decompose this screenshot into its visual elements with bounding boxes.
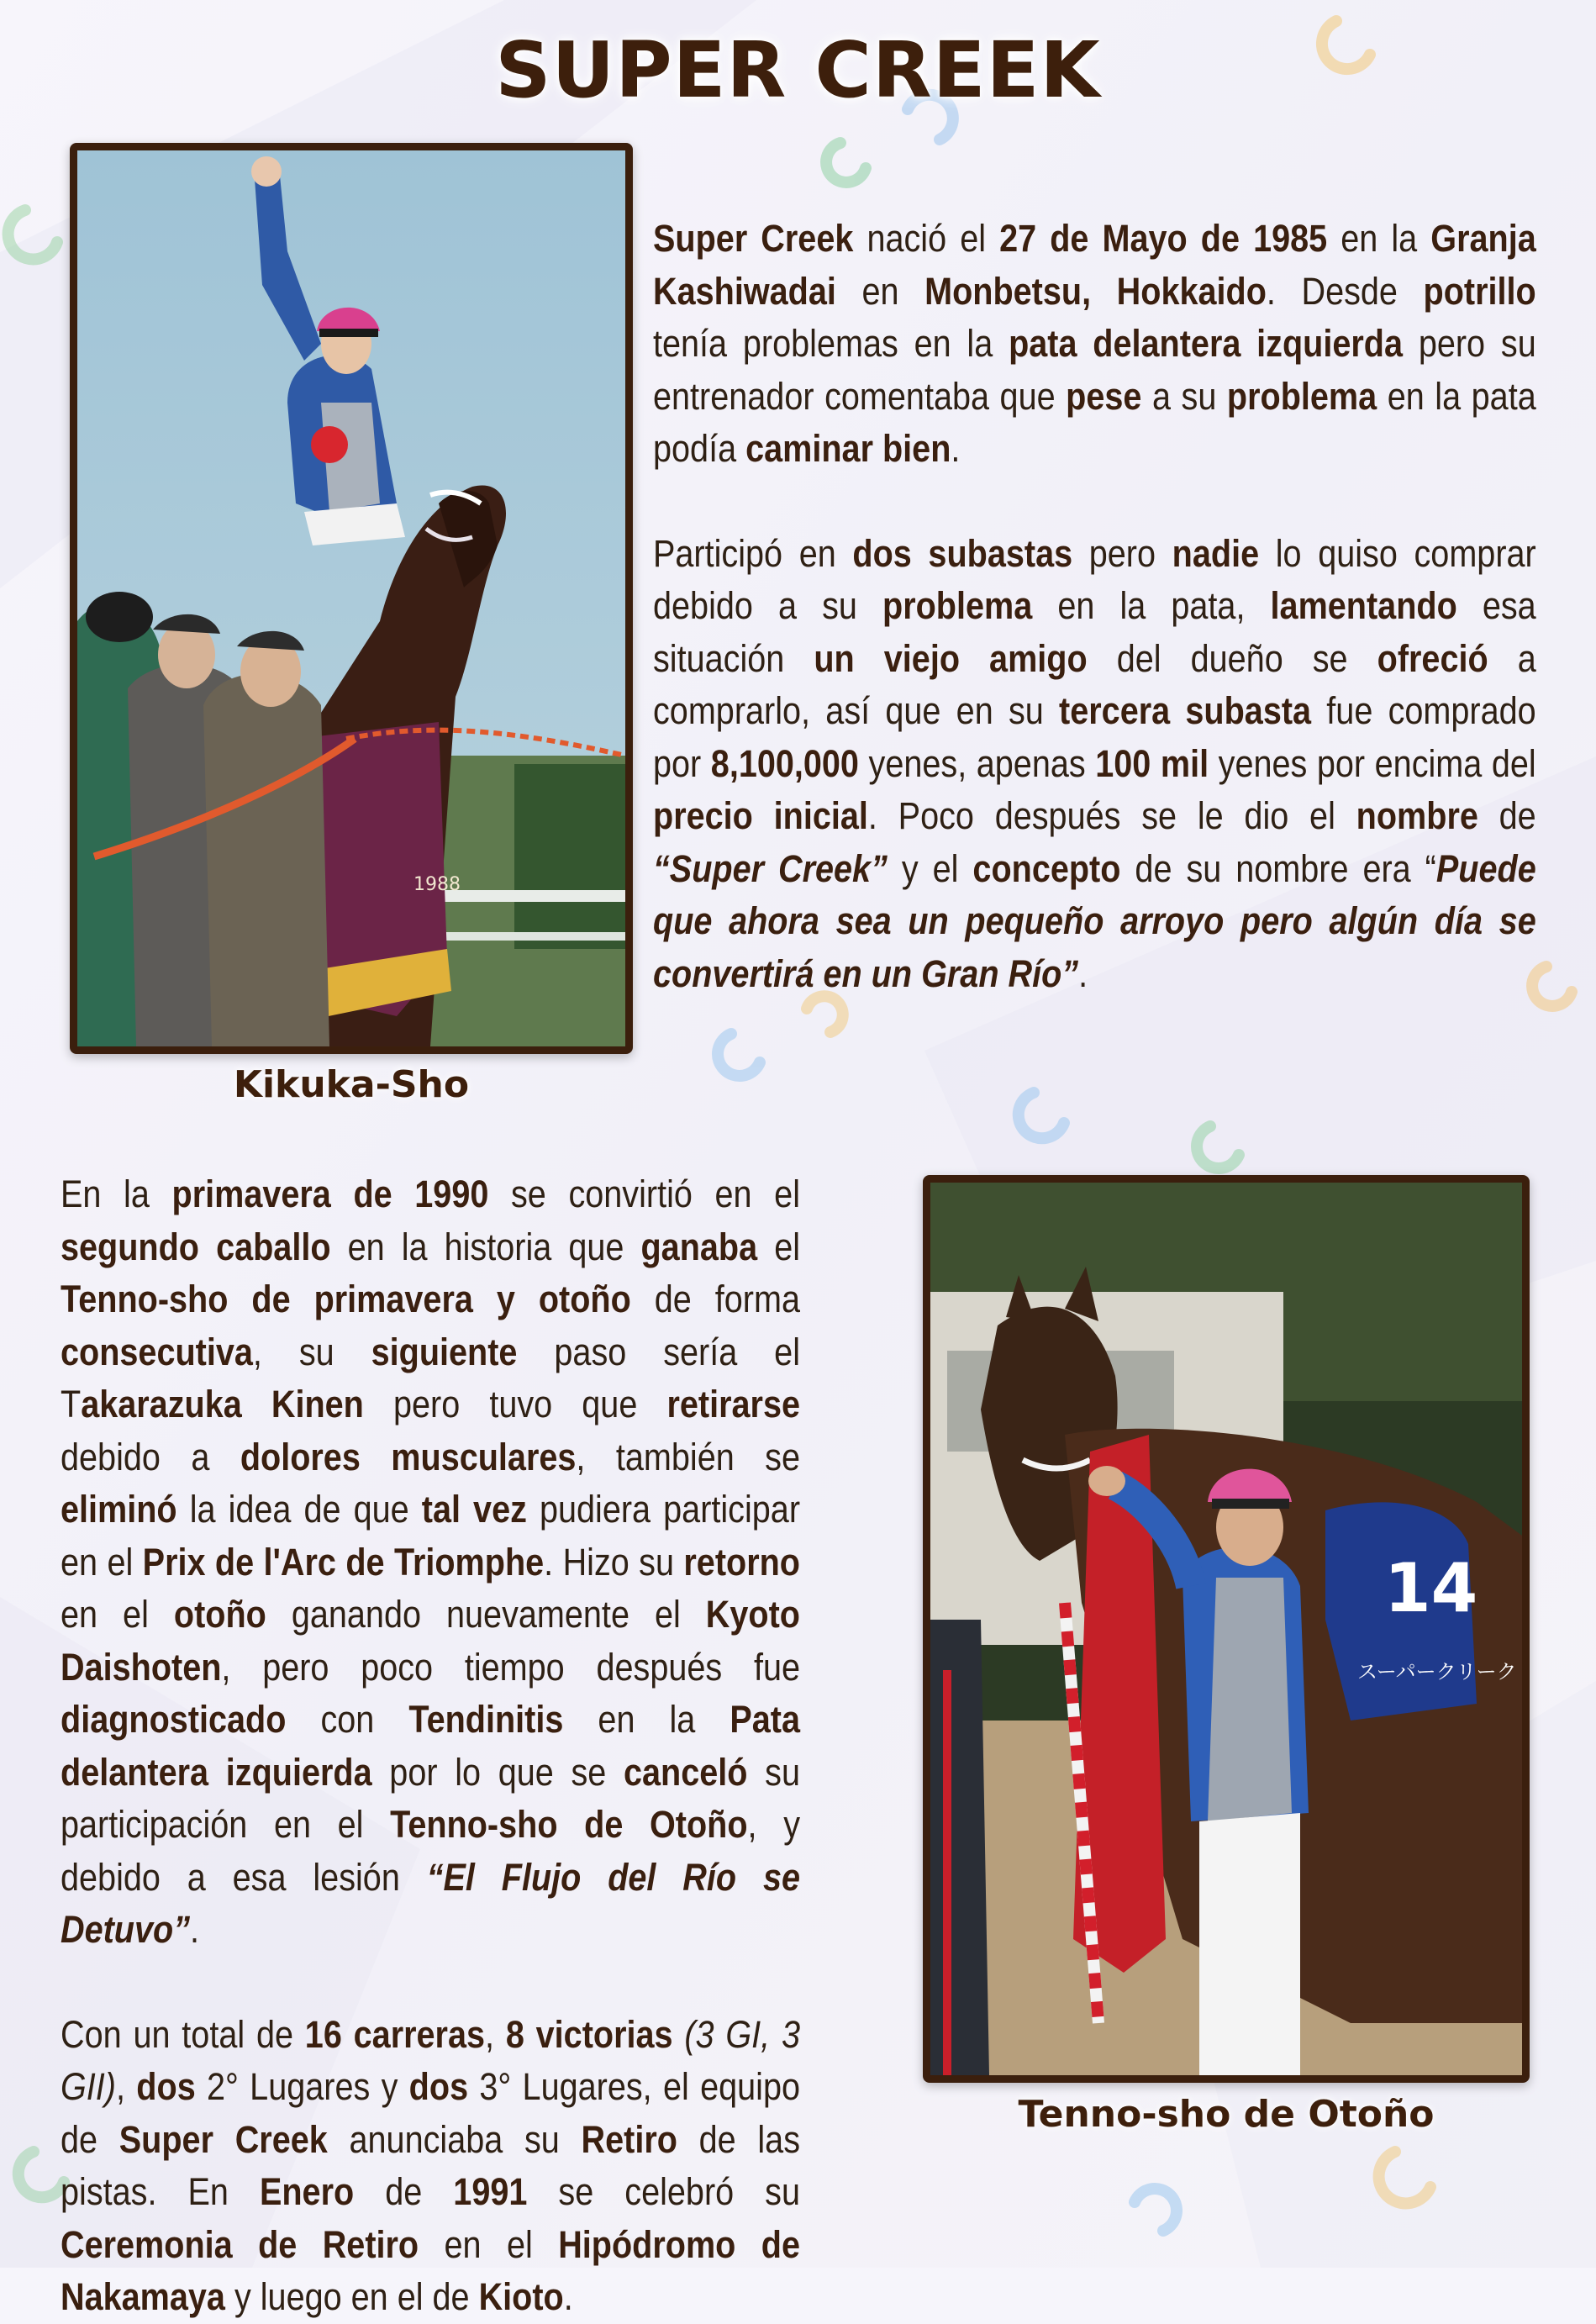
- text-run: 8 victorias: [505, 2012, 673, 2056]
- text-run: 16 carreras: [304, 2012, 486, 2056]
- text-run: Puede que ahora sea un pequeño arroyo pero algún día se convertirá en un Gran Río”: [653, 846, 1536, 995]
- blanket-year: 1988: [413, 874, 461, 895]
- text-run: Super Creek: [653, 217, 854, 260]
- text-run: . Hizo su: [544, 1540, 684, 1584]
- text-run: , también se: [576, 1435, 800, 1478]
- text-run: dos: [136, 2065, 196, 2108]
- text-run: primavera de 1990: [171, 1173, 489, 1215]
- text-run: un viejo amigo: [814, 636, 1088, 680]
- text-run: Super Creek: [119, 2117, 328, 2161]
- text-run: eliminó: [61, 1488, 177, 1531]
- text-run: diagnosticado: [61, 1698, 287, 1741]
- paragraph-career: [61, 1168, 800, 1957]
- text-run: “Super Creek”: [653, 846, 888, 890]
- text-run: nadie: [1172, 531, 1260, 575]
- text-run: del dueño se: [1087, 636, 1377, 680]
- text-run: esa situación: [653, 584, 1536, 680]
- text-run: el: [757, 1225, 801, 1268]
- text-run: , su: [252, 1330, 371, 1373]
- text-run: 2° Lugares y: [195, 2065, 409, 2108]
- text-run: se celebró su: [527, 2170, 801, 2213]
- text-run: de: [354, 2170, 454, 2213]
- jockey-raising-hand-illustration: [77, 150, 625, 1046]
- text-run: Participó en: [653, 531, 853, 575]
- paragraph-auction: [653, 528, 1536, 1001]
- text-run: , pero poco tiempo después fue: [221, 1645, 800, 1689]
- text-run: debido a: [61, 1435, 240, 1478]
- saddle-name: スーパークリーク: [1357, 1660, 1517, 1684]
- paragraph-retirement: [61, 2009, 800, 2324]
- text-run: en la pata podía: [653, 374, 1536, 470]
- paragraph-birth: [653, 213, 1536, 476]
- text-run: dos subastas: [852, 531, 1073, 575]
- text-run: a su: [1141, 374, 1227, 418]
- text-run: problema: [1226, 374, 1377, 418]
- text-run: yenes por encima del: [1209, 741, 1536, 785]
- text-run: canceló: [624, 1750, 748, 1794]
- text-run: dolores musculares: [240, 1435, 577, 1478]
- photo-caption-kikuka-sho: Kikuka-Sho: [233, 1063, 470, 1106]
- text-run: en: [835, 269, 925, 313]
- text-run: Retiro: [581, 2117, 677, 2161]
- text-run: en la: [1327, 217, 1431, 260]
- text-run: pudiera participar en el: [61, 1488, 801, 1584]
- text-run: pata delantera izquierda: [1009, 322, 1404, 365]
- text-run: concepto: [972, 846, 1121, 890]
- text-run: caminar bien: [745, 427, 951, 470]
- text-run: Granja Kashiwadai: [653, 217, 1536, 313]
- text-run: . Desde: [1266, 269, 1424, 313]
- text-run: en la historia que: [330, 1225, 641, 1268]
- text-run: pero: [1072, 531, 1172, 575]
- text-run: paso sería el T: [61, 1330, 800, 1425]
- text-run: consecutiva: [61, 1330, 253, 1373]
- page-title: SUPER CREEK: [495, 25, 1101, 115]
- text-run: (3 GI, 3 GII): [61, 2012, 800, 2108]
- text-run: En la: [61, 1173, 172, 1215]
- text-run: nombre: [1356, 794, 1478, 837]
- text-run: lo quiso comprar debido a su: [653, 531, 1536, 627]
- text-run: otoño: [173, 1593, 266, 1636]
- text-run: ofreció: [1377, 636, 1488, 680]
- photo-caption-tenno-sho-otono: Tenno-sho de Otoño: [1018, 2093, 1435, 2136]
- text-run: Enero: [259, 2170, 355, 2213]
- text-run: . Poco después se le dio el: [867, 794, 1356, 837]
- text-run: 8,100,000: [710, 741, 859, 785]
- text-run: Monbetsu, Hokkaido: [924, 269, 1267, 313]
- text-run: akarazuka Kinen: [81, 1383, 364, 1425]
- text-run: ,: [116, 2065, 137, 2108]
- text-run: retorno: [683, 1540, 800, 1584]
- text-run: 1991: [453, 2170, 528, 2213]
- text-run: Kyoto Daishoten: [61, 1593, 800, 1689]
- text-run: “El Flujo del Río se Detuvo”: [61, 1855, 800, 1951]
- text-run: Pata delantera izquierda: [61, 1698, 800, 1794]
- text-run: de: [1477, 794, 1536, 837]
- text-run: segundo caballo: [61, 1225, 331, 1268]
- text-run: fue comprado por: [653, 689, 1536, 785]
- text-run: Tendinitis: [408, 1698, 564, 1741]
- text-run: .: [951, 427, 961, 470]
- text-run: pero su entrenador comentaba que: [653, 322, 1536, 418]
- text-run: .: [190, 1908, 200, 1951]
- photo-kikuka-sho: [70, 143, 633, 1054]
- text-run: con: [286, 1698, 409, 1741]
- text-run: 3° Lugares, el equipo de: [61, 2065, 800, 2161]
- text-run: en la pata,: [1032, 584, 1271, 627]
- text-run: Kioto: [478, 2275, 564, 2318]
- text-run: Prix de l'Arc de Triomphe: [142, 1540, 545, 1584]
- text-run: Con un total de: [61, 2012, 305, 2056]
- text-run: lamentando: [1270, 584, 1457, 627]
- text-run: ganaba: [640, 1225, 758, 1268]
- text-run: nació el: [853, 217, 1000, 260]
- text-run: dos: [408, 2065, 469, 2108]
- text-run: precio inicial: [653, 794, 868, 837]
- text-run: se convirtió en el: [488, 1173, 801, 1215]
- text-run: retirarse: [666, 1383, 800, 1425]
- text-run: en la: [563, 1698, 730, 1741]
- text-run: Hipódromo de Nakamaya: [61, 2222, 800, 2318]
- text-run: Ceremonia de Retiro: [61, 2222, 419, 2266]
- text-run: en el: [419, 2222, 559, 2266]
- text-run: Tenno-sho de Otoño: [390, 1803, 748, 1846]
- text-run: siguiente: [371, 1330, 518, 1373]
- text-run: anunciaba su: [327, 2117, 582, 2161]
- photo-tenno-sho-otono: [923, 1175, 1530, 2083]
- text-run: de su nombre era “: [1120, 846, 1436, 890]
- text-run: , y debido a esa lesión: [61, 1803, 800, 1899]
- saddle-number: 14: [1384, 1549, 1478, 1627]
- text-run: yenes, apenas: [858, 741, 1096, 785]
- text-run: Tenno-sho de primavera y otoño: [61, 1278, 631, 1320]
- text-run: problema: [882, 584, 1033, 627]
- text-run: tal vez: [421, 1488, 527, 1531]
- text-run: en el: [61, 1593, 174, 1636]
- text-run: pese: [1066, 374, 1142, 418]
- text-run: tercera subasta: [1059, 689, 1312, 732]
- text-run: y luego en el de: [224, 2275, 479, 2318]
- text-run: de las pistas. En: [61, 2117, 801, 2213]
- text-run: ,: [485, 2012, 506, 2056]
- text-run: 100 mil: [1095, 741, 1209, 785]
- text-run: .: [1078, 951, 1088, 995]
- text-run: de forma: [630, 1278, 800, 1320]
- text-run: ganando nuevamente el: [266, 1593, 706, 1636]
- text-run: a comprarlo, así que en su: [653, 636, 1536, 732]
- text-run: su participación en el: [61, 1750, 801, 1846]
- text-run: 27 de Mayo de 1985: [999, 217, 1328, 260]
- jockey-with-horse-illustration: [930, 1183, 1522, 2075]
- text-run: potrillo: [1423, 269, 1536, 313]
- text-run: pero tuvo que: [363, 1383, 667, 1425]
- article-text-right: [653, 213, 1536, 1000]
- text-run: tenía problemas en la: [653, 322, 1009, 365]
- text-run: [673, 2013, 685, 2056]
- text-run: por lo que se: [371, 1750, 624, 1794]
- article-text-left: [61, 1168, 800, 2324]
- text-run: .: [563, 2275, 573, 2318]
- text-run: la idea de que: [176, 1488, 422, 1531]
- text-run: y el: [887, 846, 973, 890]
